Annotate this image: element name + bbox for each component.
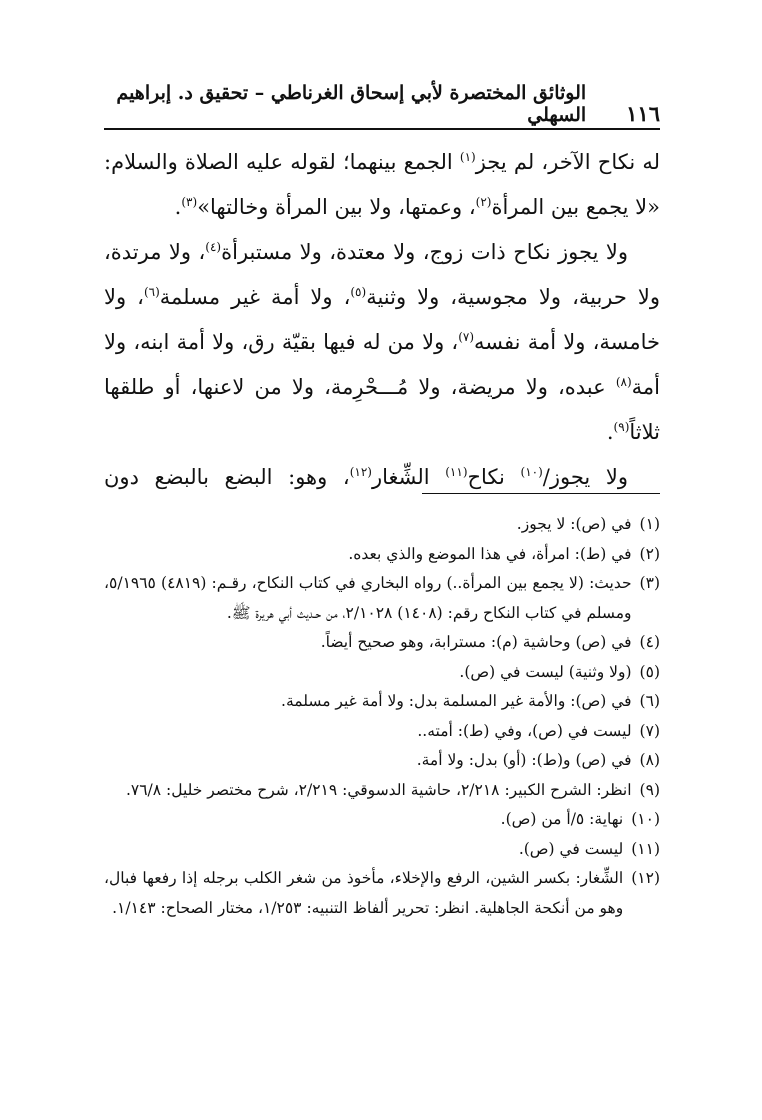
text-run: ولا يجوز/ <box>542 465 629 489</box>
footnote-text: الشِّغار: بكسر الشين، الرفع والإخلاء، مأخوذ من شغر الكلب برجله إذا رفعها فبال، وهو من أنكحة الجاهلية. انظر: تحرير ألفاظ التنبيه: ١/٢٥٣، مختار الصحاح: ١/١٤٣. <box>104 869 624 917</box>
footnote-item <box>104 658 660 688</box>
footnote-ref: (٤) <box>205 240 222 254</box>
footnote-ref: (٨) <box>615 375 632 389</box>
footnote-ref: (٧) <box>458 330 475 344</box>
text-run: ، ولا أمة غير مسلمة <box>159 285 351 309</box>
footnote-item <box>104 835 660 865</box>
footnote-ref: (١٠) <box>520 465 543 479</box>
footnote-item <box>104 805 660 835</box>
footnotes <box>104 510 660 923</box>
footnote-ref: (١) <box>459 150 476 164</box>
footnote-number: (١) <box>639 515 660 533</box>
footnote-ref: (٥) <box>350 285 367 299</box>
text-run: عبده، ولا مريضة، ولا مُـــحْرِمة، ولا من لاعنها، أو طلقها ثلاثاً <box>104 375 660 444</box>
text-run: ، ولا مرتدة، ولا حربية، ولا مجوسية، ولا وثنية <box>104 240 661 309</box>
text-run: ولا يجوز نكاح ذات زوج، ولا معتدة، ولا مستبرأة <box>221 240 628 264</box>
text-run: . <box>174 195 182 219</box>
header-rule <box>104 128 660 130</box>
footnote-number: (٨) <box>639 751 660 769</box>
footnote-text: ليست في (ص)، وفي (ط): أمته.. <box>417 721 632 740</box>
footnote-item <box>104 776 660 806</box>
text-run: ، وهو: البضع بالبضع دون <box>104 465 350 489</box>
footnote-item <box>104 510 660 540</box>
footnote-ref: (١١) <box>445 465 468 479</box>
footnote-separator <box>422 493 660 494</box>
footnote-text: في (ص) و(ط): (أو) بدل: ولا أمة. <box>416 751 632 769</box>
footnote-text: ليست في (ص). <box>518 839 624 858</box>
main-text <box>104 140 660 500</box>
text-run: ، ولا من له فيها بقيّة رق، ولا أمة ابنه، ولا أمة <box>104 330 660 399</box>
footnote-number: (٤) <box>639 633 660 651</box>
paragraph-1 <box>104 140 660 230</box>
text-run: الجمع بينهما؛ لقوله عليه الصلاة والسلام: «لا يجمع بين المرأة <box>104 150 660 219</box>
paragraph-2 <box>104 230 660 455</box>
footnote-text: انظر: الشرح الكبير: ٢/٢١٨، حاشية الدسوقي: ٢/٢١٩، شرح مختصر خليل: ٧٦/٨. <box>125 780 632 799</box>
running-title: الوثائق المختصرة لأبي إسحاق الغرناطي – تحقيق د. إبراهيم السهلي <box>116 82 587 126</box>
page-number: ١١٦ <box>626 101 660 126</box>
footnote-number: (٣) <box>639 574 660 592</box>
footnote-text: في (ص) وحاشية (م): مسترابة، وهو صحيح أيضاً. <box>320 633 632 651</box>
text-run: نكاح <box>467 465 521 489</box>
footnote-item <box>104 717 660 747</box>
footnote-item <box>104 628 660 658</box>
footnote-number: (٦) <box>639 692 660 710</box>
footnote-ref: (٦) <box>143 285 160 299</box>
footnote-number: (٩) <box>639 780 660 799</box>
footnote-number: (١٢) <box>631 869 660 887</box>
footnote-number: (٢) <box>639 544 660 563</box>
running-header <box>104 82 660 126</box>
footnote-text: في (ص): لا يجوز. <box>516 515 632 533</box>
text-run: ، ولا خامسة، ولا أمة نفسه <box>104 285 660 354</box>
footnote-ref: (١٢) <box>349 465 372 479</box>
footnote-ref: (٢) <box>475 195 492 209</box>
footnote-ref: (٣) <box>181 195 198 209</box>
footnote-item <box>104 540 660 570</box>
footnote-text: (ولا وثنية) ليست في (ص). <box>459 662 632 681</box>
text-run: الشِّغار <box>371 465 446 489</box>
footnote-text: في (ط): امرأة، في هذا الموضع والذي بعده. <box>348 544 632 563</box>
footnote-number: (٥) <box>639 662 660 681</box>
footnote-item <box>104 746 660 776</box>
text-run: ، وعمتها، ولا بين المرأة وخالتها» <box>197 195 476 219</box>
footnote-ref: (٩) <box>613 420 630 434</box>
text-run: . <box>606 420 614 444</box>
footnote-item <box>104 569 660 628</box>
footnote-number: (١١) <box>631 839 660 858</box>
footnote-item <box>104 864 660 923</box>
text-run: له نكاح الآخر، لم يجز <box>475 150 660 174</box>
footnote-number: (٧) <box>639 721 660 740</box>
footnote-text: في (ص): والأمة غير المسلمة بدل: ولا أمة غير مسلمة. <box>281 692 632 710</box>
footnote-text: نهاية: ٥/أ من (ص). <box>500 810 624 828</box>
footnote-text: حديث: (لا يجمع بين المرأة..) رواه البخاري في كتاب النكاح، رقـم: (٤٨١٩) ٥/١٩٦٥، ومسلم في كتاب النكاح رقم: (١٤٠٨) ٢/١٠٢٨، من حـديث أبي هريرة ﷺ. <box>104 574 632 622</box>
footnote-number: (١٠) <box>631 810 660 828</box>
footnote-item <box>104 687 660 717</box>
